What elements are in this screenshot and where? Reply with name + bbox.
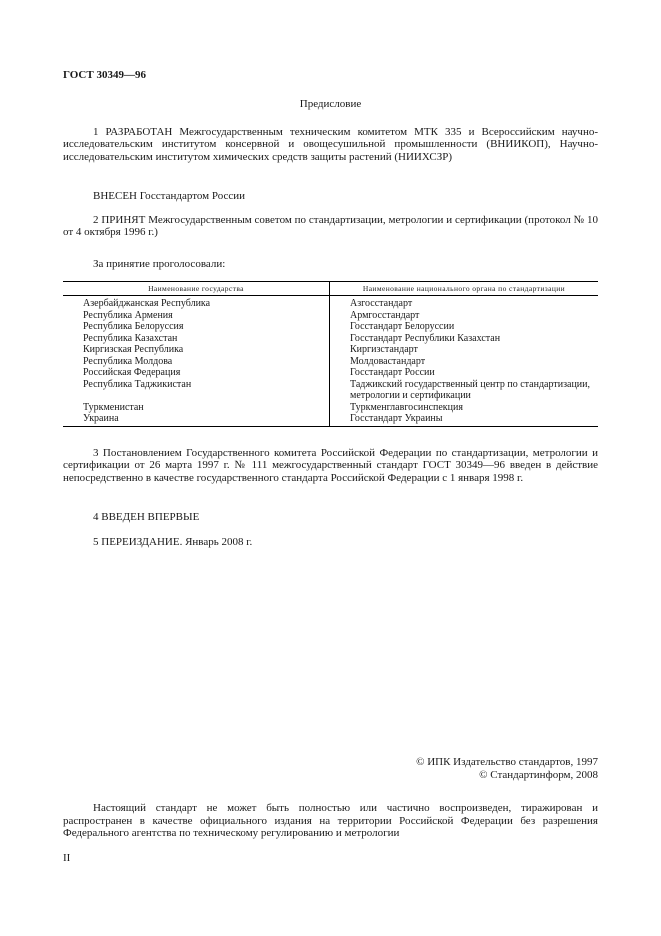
national-body: Армгосстандарт [330,310,599,322]
table-row [63,402,598,414]
table-row [63,367,598,379]
national-body: Таджикский государственный центр по стандартизации, метрологии и сертификации [330,379,599,402]
page-number: II [63,852,71,864]
state-name: Республика Таджикистан [83,378,192,390]
table-row [63,344,598,356]
national-body: Госстандарт Белоруссии [330,321,599,333]
section-introduced: ВНЕСЕН Госстандартом России [93,190,246,202]
copyright-block [416,756,598,782]
national-body: Госстандарт России [330,367,599,379]
reproduction-notice: Настоящий стандарт не может быть полностью или частично воспроизведен, тиражирован и распространен в качестве официального издания на территории Российской Федерации без разрешения Федерального агентства по техническому регулированию и метрологии [63,802,598,840]
copyright-line-2: © Стандартинформ, 2008 [479,769,598,781]
table-row [63,321,598,333]
table-row [63,413,598,426]
state-name: Республика Белоруссия [83,321,184,332]
state-name: Туркменистан [83,401,144,413]
section-5-reissue: 5 ПЕРЕИЗДАНИЕ. Январь 2008 г. [93,536,253,548]
state-name: Республика Армения [83,309,173,321]
section-4-first-introduced: 4 ВВЕДЕН ВПЕРВЫЕ [93,511,200,523]
page-title: Предисловие [299,98,362,110]
votes-label: За принятие проголосовали: [93,258,226,270]
state-name: Азербайджанская Республика [83,298,211,309]
national-body: Азгосстандарт [330,296,599,310]
section-3-enactment: 3 Постановлением Государственного комитета Российской Федерации по стандартизации, метрологии и сертификации от 26 марта 1997 г. № 111 межгосударственный стандарт ГОСТ 30349—96 введен в действие непосредственно в качестве государственного стандарта Российской Федерации с 1 января 1998 г. [63,447,598,484]
state-name: Украина [63,413,330,426]
national-body: Туркменглавгосинспекция [330,402,599,414]
copyright-line-1: © ИПК Издательство стандартов, 1997 [416,756,598,768]
state-name: Киргизская Республика [83,344,184,355]
state-name: Республика Молдова [83,355,173,367]
section-1-developed: 1 РАЗРАБОТАН Межгосударственным техническим комитетом МТК 335 и Всероссийским научно-исследовательским институтом консервной и овощесушильной промышленности (ВНИИКОП), Научно-исследовательским институтом химических средств защиты растений (НИИХСЗР) [63,126,598,163]
national-body: Молдовастандарт [330,356,599,368]
table-row [63,333,598,345]
standard-designation: ГОСТ 30349—96 [63,69,146,81]
section-2-adopted: 2 ПРИНЯТ Межгосударственным советом по стандартизации, метрологии и сертификации (протокол № 10 от 4 октября 1996 г.) [63,214,598,239]
table-header-national-body: Наименование национального органа по стандартизации [330,282,599,296]
national-body: Киргизстандарт [330,344,599,356]
table-row [63,310,598,322]
state-name: Республика Казахстан [83,332,178,344]
state-name: Российская Федерация [83,367,181,378]
table-row [63,356,598,368]
table-row [63,296,598,310]
table-header-state: Наименование государства [63,282,330,296]
table-row [63,379,598,402]
national-body: Госстандарт Украины [330,413,599,426]
national-body: Госстандарт Республики Казахстан [330,333,599,345]
member-states-table [63,281,598,427]
